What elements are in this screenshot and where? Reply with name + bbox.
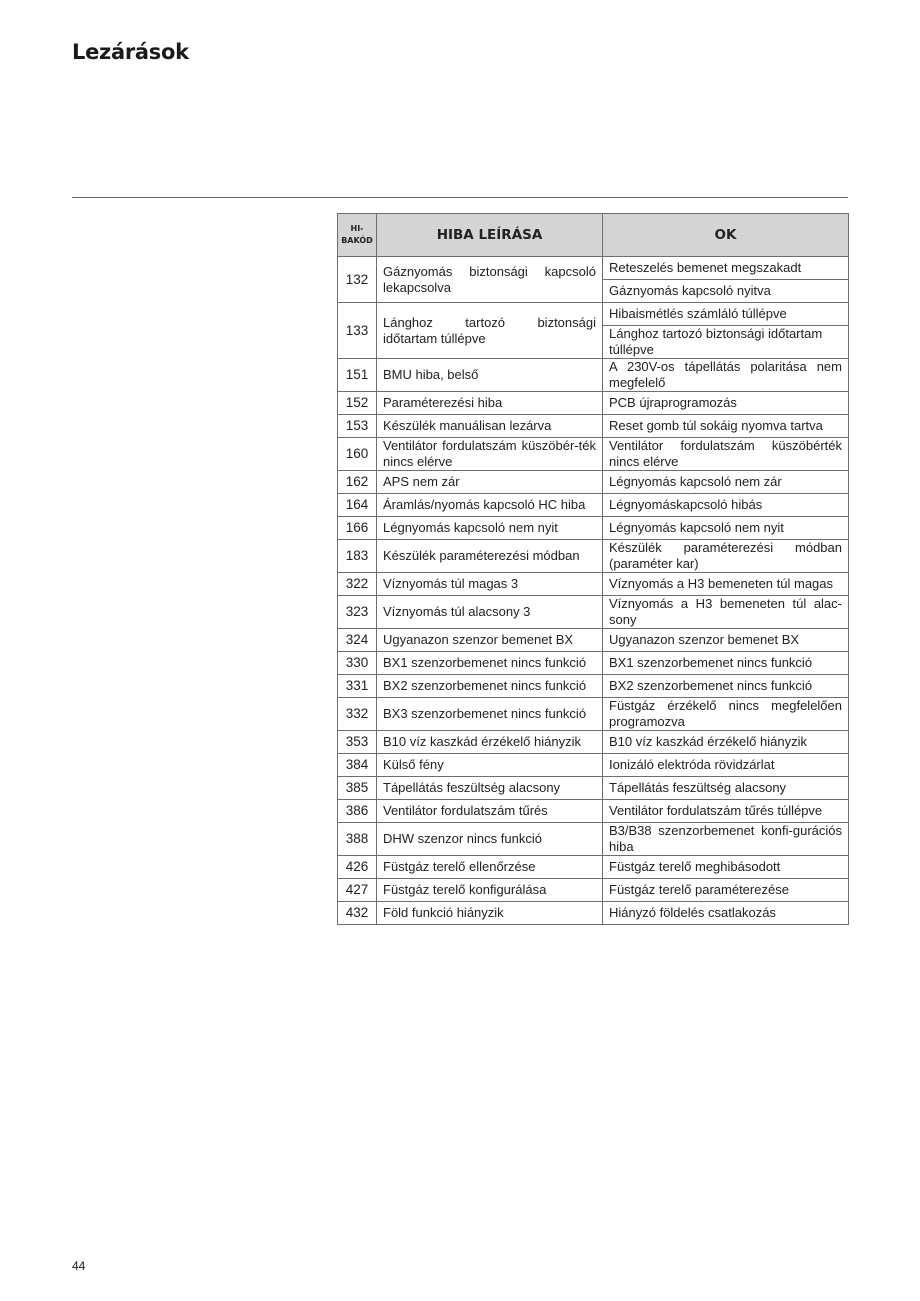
table-row <box>338 731 849 754</box>
error-code-cell: 151 <box>338 359 377 392</box>
table-row <box>338 823 849 856</box>
table-row <box>338 359 849 392</box>
error-code-cell: 388 <box>338 823 377 856</box>
error-cause-cell: Reteszelés bemenet megszakadt <box>603 257 849 280</box>
table-row <box>338 517 849 540</box>
table-row <box>338 675 849 698</box>
error-code-cell: 153 <box>338 415 377 438</box>
error-description-cell: Légnyomás kapcsoló nem nyit <box>377 517 603 540</box>
error-description-cell: DHW szenzor nincs funkció <box>377 823 603 856</box>
table-row <box>338 800 849 823</box>
error-description-cell: APS nem zár <box>377 471 603 494</box>
error-code-cell: 152 <box>338 392 377 415</box>
table-row <box>338 698 849 731</box>
error-code-cell: 133 <box>338 303 377 359</box>
table-row <box>338 652 849 675</box>
error-cause-cell: Tápellátás feszültség alacsony <box>603 777 849 800</box>
error-description-cell: BMU hiba, belső <box>377 359 603 392</box>
error-code-cell: 385 <box>338 777 377 800</box>
table-row <box>338 415 849 438</box>
error-cause-cell: Ugyanazon szenzor bemenet BX <box>603 629 849 652</box>
error-cause-cell: BX2 szenzorbemenet nincs funkció <box>603 675 849 698</box>
header-divider <box>72 197 848 198</box>
error-code-cell: 166 <box>338 517 377 540</box>
error-cause-cell: Ionizáló elektróda rövidzárlat <box>603 754 849 777</box>
error-code-cell: 353 <box>338 731 377 754</box>
error-code-cell: 330 <box>338 652 377 675</box>
error-cause-cell: BX1 szenzorbemenet nincs funkció <box>603 652 849 675</box>
table-row <box>338 438 849 471</box>
table-row <box>338 902 849 925</box>
table-row <box>338 629 849 652</box>
error-cause-cell: Légnyomáskapcsoló hibás <box>603 494 849 517</box>
error-code-cell: 432 <box>338 902 377 925</box>
error-cause-cell: Légnyomás kapcsoló nem nyit <box>603 517 849 540</box>
error-description-cell: Víznyomás túl magas 3 <box>377 573 603 596</box>
page-number: 44 <box>72 1259 86 1273</box>
error-cause-cell: B10 víz kaszkád érzékelő hiányzik <box>603 731 849 754</box>
error-description-cell: B10 víz kaszkád érzékelő hiányzik <box>377 731 603 754</box>
column-header-code <box>338 214 377 257</box>
error-cause-cell: Ventilátor fordulatszám tűrés túllépve <box>603 800 849 823</box>
error-code-cell: 427 <box>338 879 377 902</box>
error-code-cell: 386 <box>338 800 377 823</box>
error-code-cell: 323 <box>338 596 377 629</box>
page-title: Lezárások <box>72 40 189 64</box>
table-row <box>338 257 849 280</box>
table-row <box>338 777 849 800</box>
error-description-cell: Víznyomás túl alacsony 3 <box>377 596 603 629</box>
error-code-cell: 426 <box>338 856 377 879</box>
error-code-cell: 164 <box>338 494 377 517</box>
error-description-cell: Készülék manuálisan lezárva <box>377 415 603 438</box>
error-cause-cell: Hiányzó földelés csatlakozás <box>603 902 849 925</box>
error-cause-cell: Gáznyomás kapcsoló nyitva <box>603 280 849 303</box>
table-row <box>338 754 849 777</box>
error-code-cell: 160 <box>338 438 377 471</box>
error-code-cell: 331 <box>338 675 377 698</box>
error-code-cell: 183 <box>338 540 377 573</box>
code-header-line2: BAKÓD <box>341 236 373 245</box>
table-row <box>338 856 849 879</box>
error-description-cell: Füstgáz terelő konfigurálása <box>377 879 603 902</box>
table-row <box>338 392 849 415</box>
error-cause-cell: Füstgáz érzékelő nincs megfelelően programozva <box>603 698 849 731</box>
error-code-cell: 384 <box>338 754 377 777</box>
error-cause-cell: B3/B38 szenzorbemenet konfi-gurációs hiba <box>603 823 849 856</box>
code-header-line1: HI- <box>350 224 364 233</box>
error-description-cell: BX1 szenzorbemenet nincs funkció <box>377 652 603 675</box>
lockout-table <box>337 213 849 925</box>
error-description-cell: Föld funkció hiányzik <box>377 902 603 925</box>
error-description-cell: Ugyanazon szenzor bemenet BX <box>377 629 603 652</box>
error-description-cell: Áramlás/nyomás kapcsoló HC hiba <box>377 494 603 517</box>
error-description-cell: Lánghoz tartozó biztonsági időtartam túllépve <box>377 303 603 359</box>
error-cause-cell: Légnyomás kapcsoló nem zár <box>603 471 849 494</box>
error-code-cell: 322 <box>338 573 377 596</box>
error-cause-cell: Füstgáz terelő paraméterezése <box>603 879 849 902</box>
error-cause-cell: Víznyomás a H3 bemeneten túl alac-sony <box>603 596 849 629</box>
error-code-cell: 324 <box>338 629 377 652</box>
error-code-cell: 162 <box>338 471 377 494</box>
error-cause-cell: A 230V-os tápellátás polaritása nem megfelelő <box>603 359 849 392</box>
column-header-description: HIBA LEÍRÁSA <box>377 214 603 257</box>
error-description-cell: Füstgáz terelő ellenőrzése <box>377 856 603 879</box>
error-description-cell: Ventilátor fordulatszám küszöbér-ték nincs elérve <box>377 438 603 471</box>
error-cause-cell: Készülék paraméterezési módban (paraméter kar) <box>603 540 849 573</box>
error-description-cell: Ventilátor fordulatszám tűrés <box>377 800 603 823</box>
table-row <box>338 471 849 494</box>
table-row <box>338 494 849 517</box>
error-description-cell: BX3 szenzorbemenet nincs funkció <box>377 698 603 731</box>
error-description-cell: Tápellátás feszültség alacsony <box>377 777 603 800</box>
error-description-cell: Gáznyomás biztonsági kapcsoló lekapcsolva <box>377 257 603 303</box>
error-cause-cell: Víznyomás a H3 bemeneten túl magas <box>603 573 849 596</box>
error-code-cell: 132 <box>338 257 377 303</box>
table-body <box>338 257 849 925</box>
table-row <box>338 540 849 573</box>
table-row <box>338 879 849 902</box>
table-header-row <box>338 214 849 257</box>
error-description-cell: Készülék paraméterezési módban <box>377 540 603 573</box>
error-cause-cell: Füstgáz terelő meghibásodott <box>603 856 849 879</box>
error-cause-cell: Lánghoz tartozó biztonsági időtartam túllépve <box>603 326 849 359</box>
error-description-cell: Külső fény <box>377 754 603 777</box>
error-cause-cell: Reset gomb túl sokáig nyomva tartva <box>603 415 849 438</box>
table-row <box>338 596 849 629</box>
error-cause-cell: Ventilátor fordulatszám küszöbérték nincs elérve <box>603 438 849 471</box>
error-cause-cell: Hibaismétlés számláló túllépve <box>603 303 849 326</box>
error-cause-cell: PCB újraprogramozás <box>603 392 849 415</box>
table-row <box>338 573 849 596</box>
error-description-cell: BX2 szenzorbemenet nincs funkció <box>377 675 603 698</box>
error-code-cell: 332 <box>338 698 377 731</box>
table-row <box>338 303 849 326</box>
column-header-cause: OK <box>603 214 849 257</box>
error-description-cell: Paraméterezési hiba <box>377 392 603 415</box>
